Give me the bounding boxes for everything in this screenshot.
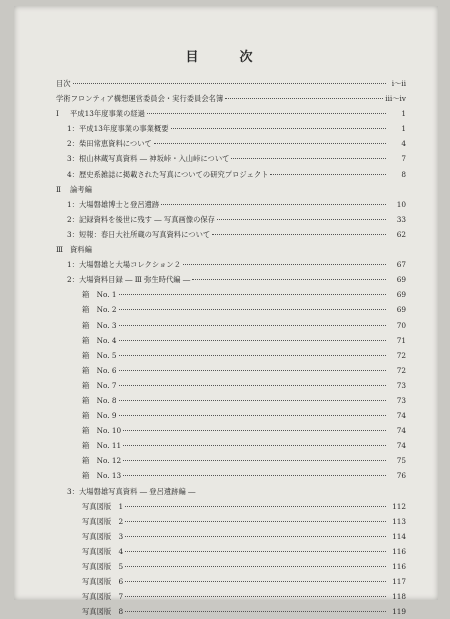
toc-entry-page: ⅲ～ⅳ xyxy=(385,94,406,104)
toc-entry xyxy=(56,151,406,166)
section-label: 論考編 xyxy=(70,184,92,194)
toc-entry xyxy=(56,167,406,182)
toc-subentry xyxy=(56,499,406,514)
toc-section xyxy=(56,242,406,257)
leader-dots xyxy=(119,332,386,341)
box-page: 74 xyxy=(396,441,406,451)
toc-subentry xyxy=(56,589,406,604)
box-page: 76 xyxy=(396,471,406,481)
leader-dots xyxy=(225,90,383,99)
section-number: Ⅲ xyxy=(56,245,64,255)
toc-subentry xyxy=(56,378,406,393)
leader-dots xyxy=(119,407,386,416)
box-label: 箱 No. 10 xyxy=(82,426,122,436)
leader-dots xyxy=(119,286,386,295)
box-label: 箱 No. 6 xyxy=(82,365,117,375)
box-page: 72 xyxy=(396,365,406,375)
box-label: 箱 No. 11 xyxy=(82,441,122,451)
toc-entry xyxy=(56,76,406,91)
leader-dots xyxy=(119,347,386,356)
leader-dots xyxy=(217,211,386,220)
plate-label: 写真図版 2 xyxy=(82,516,124,526)
plate-label: 写真図版 4 xyxy=(82,546,124,556)
toc-entry xyxy=(56,272,406,287)
toc-section xyxy=(56,106,406,121)
leader-dots xyxy=(125,543,386,552)
leader-dots xyxy=(125,513,386,522)
toc-entry-label: 学術フロンティア構想運営委員会・実行委員会名簿 xyxy=(56,94,224,104)
box-page: 74 xyxy=(396,411,406,421)
toc-entry-label: 大場磐雄写真資料 ― 登呂遺跡編 ― xyxy=(79,486,196,496)
toc-entry xyxy=(56,227,406,242)
plate-page: 113 xyxy=(392,516,406,526)
plate-page: 119 xyxy=(392,607,406,617)
toc-entry xyxy=(56,257,406,272)
toc-entry-page: 67 xyxy=(396,260,406,270)
plate-page: 117 xyxy=(392,577,406,587)
toc-subentry xyxy=(56,559,406,574)
box-label: 箱 No. 4 xyxy=(82,335,117,345)
section-page: 1 xyxy=(401,109,406,119)
toc-subentry xyxy=(56,453,406,468)
toc-entry-label: 大場磐雄と大場コレクション２ xyxy=(79,260,181,270)
toc-entry-label: 根山林蔵写真資料 ― 神坂峠・入山峠について xyxy=(79,154,230,164)
toc-subentry xyxy=(56,604,406,619)
plate-label: 写真図版 6 xyxy=(82,577,124,587)
toc-subentry xyxy=(56,393,406,408)
leader-dots xyxy=(123,467,386,476)
plate-page: 116 xyxy=(392,562,406,571)
leader-dots xyxy=(171,120,386,129)
section-label: 資料編 xyxy=(70,245,92,255)
toc-entry-page: 33 xyxy=(396,214,406,224)
toc-subentry xyxy=(56,318,406,333)
toc-subentry xyxy=(56,574,406,589)
toc-entry-page: 69 xyxy=(396,275,406,285)
toc-subentry xyxy=(56,363,406,378)
toc-subentry xyxy=(56,348,406,363)
entry-number: 3： xyxy=(67,229,79,239)
leader-dots xyxy=(119,301,386,310)
entry-number: 2： xyxy=(67,275,79,285)
plate-label: 写真図版 5 xyxy=(82,562,124,571)
section-number: Ⅰ xyxy=(56,109,59,119)
entry-number: 1： xyxy=(67,260,79,270)
toc-subentry xyxy=(56,529,406,544)
leader-dots xyxy=(125,558,386,567)
leader-dots xyxy=(119,362,386,371)
box-label: 箱 No. 13 xyxy=(82,471,122,481)
plate-page: 116 xyxy=(392,546,406,556)
leader-dots xyxy=(125,603,386,612)
toc-entry xyxy=(56,91,406,106)
toc-subentry xyxy=(56,302,406,317)
leader-dots xyxy=(119,377,386,386)
leader-dots xyxy=(270,166,386,175)
box-page: 69 xyxy=(396,305,406,315)
box-label: 箱 No. 3 xyxy=(82,320,117,330)
leader-dots xyxy=(147,105,386,114)
box-page: 75 xyxy=(396,456,406,466)
entry-number: 1： xyxy=(67,124,79,134)
leader-dots xyxy=(192,271,386,280)
toc-entry xyxy=(56,136,406,151)
leader-dots xyxy=(119,317,386,326)
leader-dots xyxy=(123,422,386,431)
box-page: 70 xyxy=(396,320,406,330)
toc-entry-page: 4 xyxy=(401,139,406,149)
box-page: 72 xyxy=(396,350,406,360)
leader-dots xyxy=(119,392,386,401)
box-label: 箱 No. 5 xyxy=(82,350,117,360)
plate-label: 写真図版 1 xyxy=(82,501,124,511)
toc-entry xyxy=(56,197,406,212)
box-page: 69 xyxy=(396,290,406,300)
toc-entry xyxy=(56,484,406,499)
plate-page: 112 xyxy=(392,501,406,511)
toc-subentry xyxy=(56,514,406,529)
box-page: 74 xyxy=(396,426,406,436)
box-label: 箱 No. 12 xyxy=(82,456,122,466)
toc-entry-label: 記録資料を後世に残す ― 写真画像の保存 xyxy=(79,214,215,224)
box-label: 箱 No. 9 xyxy=(82,411,117,421)
toc-subentry xyxy=(56,544,406,559)
toc-entry-page: 7 xyxy=(401,154,406,164)
toc-entry-label: 歴史系雑誌に掲載された写真についての研究プロジェクト xyxy=(79,169,269,179)
leader-dots xyxy=(73,75,386,84)
leader-dots xyxy=(125,498,386,507)
toc-subentry xyxy=(56,408,406,423)
box-label: 箱 No. 8 xyxy=(82,395,117,405)
entry-number: 3： xyxy=(67,486,79,496)
toc-subentry xyxy=(56,333,406,348)
toc-entry-label: 目次 xyxy=(56,79,71,88)
leader-dots xyxy=(154,135,386,144)
toc-entry-page: 8 xyxy=(401,169,406,179)
table-of-contents xyxy=(56,76,406,619)
box-label: 箱 No. 1 xyxy=(82,290,117,300)
toc-entry-page: 62 xyxy=(396,229,406,239)
box-page: 73 xyxy=(396,395,406,405)
section-number: Ⅱ xyxy=(56,184,61,194)
leader-dots xyxy=(123,452,386,461)
box-page: 73 xyxy=(396,380,406,390)
toc-entry xyxy=(56,121,406,136)
section-label: 平成13年度事業の経過 xyxy=(70,109,145,119)
toc-entry-page: 1 xyxy=(401,124,406,134)
leader-dots xyxy=(123,437,386,446)
toc-subentry xyxy=(56,438,406,453)
toc-entry-label: 平成13年度事業の事業概要 xyxy=(79,124,169,134)
leader-dots xyxy=(125,528,386,537)
leader-dots xyxy=(212,226,386,235)
leader-dots xyxy=(231,150,386,159)
page-title: 目 次 xyxy=(185,50,267,65)
toc-entry-page: 10 xyxy=(396,199,406,209)
toc-section xyxy=(56,182,406,197)
toc-entry-label: 短報：春日大社所蔵の写真資料について xyxy=(79,229,211,239)
plate-label: 写真図版 3 xyxy=(82,531,124,541)
entry-number: 4： xyxy=(67,169,79,179)
box-label: 箱 No. 7 xyxy=(82,380,117,390)
toc-entry xyxy=(56,212,406,227)
leader-dots xyxy=(161,196,386,205)
plate-label: 写真図版 8 xyxy=(82,607,124,617)
toc-entry-label: 柴田常恵資料について xyxy=(79,139,152,149)
toc-entry-label: 大場資料目録 ― Ⅲ 弥生時代編 ― xyxy=(79,275,191,285)
entry-number: 2： xyxy=(67,139,79,149)
leader-dots xyxy=(183,256,386,265)
document-page xyxy=(14,6,438,617)
leader-dots xyxy=(125,573,386,582)
toc-subentry xyxy=(56,423,406,438)
toc-subentry xyxy=(56,287,406,302)
entry-number: 3： xyxy=(67,154,79,164)
toc-subentry xyxy=(56,468,406,483)
plate-page: 114 xyxy=(392,531,406,541)
entry-number: 2： xyxy=(67,214,79,224)
plate-label: 写真図版 7 xyxy=(82,592,124,602)
leader-dots xyxy=(125,588,386,597)
toc-entry-label: 大場磐雄博士と登呂遺跡 xyxy=(79,199,160,209)
box-page: 71 xyxy=(396,335,406,345)
plate-page: 118 xyxy=(392,592,406,602)
box-label: 箱 No. 2 xyxy=(82,305,117,315)
toc-entry-page: ⅰ～ⅱ xyxy=(391,79,406,88)
entry-number: 1： xyxy=(67,199,79,209)
